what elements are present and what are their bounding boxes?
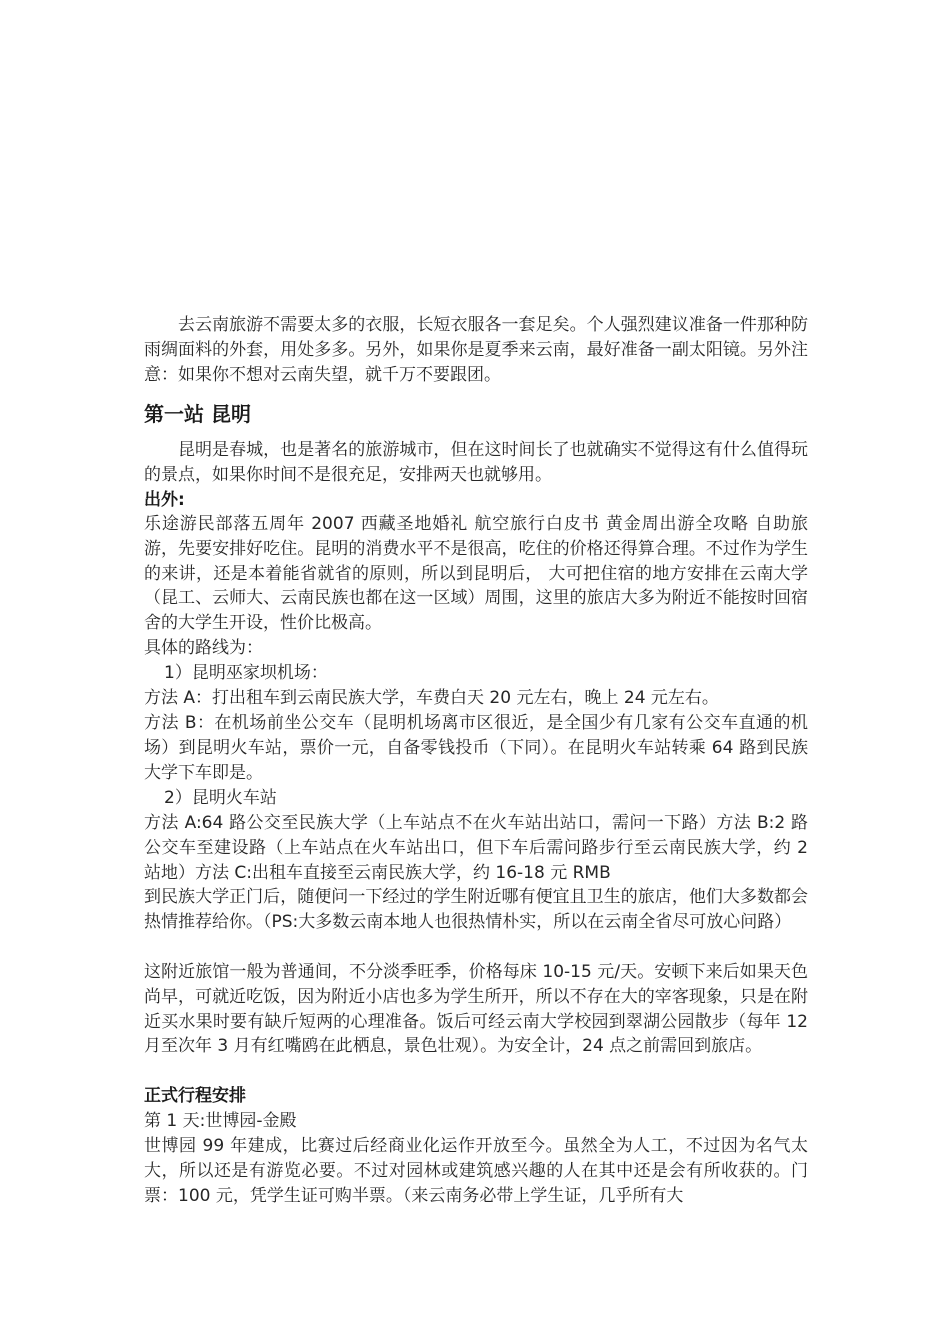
route2-title: 2）昆明火车站: [164, 788, 277, 808]
outing-paragraph: 乐途游民部落五周年 2007 西藏圣地婚礼 航空旅行白皮书 黄金周出游全攻略 自助旅游，先要安排好吃住。昆明的消费水平不是很高，吃住的价格还得算合理。不过作为学生的来讲，还是本着能省就省的原则，所以到昆明后， 大可把住宿的地方安排在云南大学（昆工、云师大、云南民族也都在这一区域）周围，这里的旅店大多为附近不能按时回宿舍的大学生开设，性价比极高。: [144, 514, 808, 634]
route2-methods: 方法 A:64 路公交至民族大学（上车站点不在火车站出站口，需问一下路）方法 B:2 路公交车至建设路（上车站点在火车站出口，但下车后需问路步行至云南民族大学，约 2 站地）方法 C:出租车直接至云南民族大学，约 16-18 元 RMB: [144, 813, 808, 883]
route1-method-a: 方法 A：打出租车到云南民族大学，车费白天 20 元左右，晚上 24 元左右。: [144, 688, 719, 708]
day1-title: 第 1 天:世博园-金殿: [144, 1111, 297, 1131]
arrival-paragraph: 到民族大学正门后，随便问一下经过的学生附近哪有便宜且卫生的旅店，他们大多数都会热情推荐给你。（PS:大多数云南本地人也很热情朴实，所以在云南全省尽可放心问路）: [144, 887, 808, 932]
kunming-intro-paragraph: 昆明是春城，也是著名的旅游城市，但在这时间长了也就确实不觉得这有什么值得玩的景点，如果你时间不是很充足，安排两天也就够用。: [144, 440, 808, 485]
route1-method-b: 方法 B：在机场前坐公交车（昆明机场离市区很近，是全国少有几家有公交车直通的机场）到昆明火车站，票价一元，自备零钱投币（下同）。在昆明火车站转乘 64 路到民族大学下车即是。: [144, 713, 808, 783]
section-heading: 第一站 昆明: [144, 402, 251, 426]
route-intro: 具体的路线为：: [144, 638, 263, 658]
outing-heading: 出外:: [144, 490, 185, 510]
day1-paragraph: 世博园 99 年建成，比赛过后经商业化运作开放至今。虽然全为人工，不过因为名气太大，所以还是有游览必要。不过对园林或建筑感兴趣的人在其中还是会有所收获的。门票：100 元，凭学生证可购半票。（来云南务必带上学生证，几乎所有大: [144, 1136, 808, 1206]
route1-title: 1）昆明巫家坝机场：: [164, 663, 328, 683]
hotel-paragraph: 这附近旅馆一般为普通间，不分淡季旺季，价格每床 10-15 元/天。安顿下来后如果天色尚早，可就近吃饭，因为附近小店也多为学生所开，所以不存在大的宰客现象，只是在附近买水果时要有缺斤短两的心理准备。饭后可经云南大学校园到翠湖公园散步（每年 12 月至次年 3 月有红嘴鸥在此栖息，景色壮观）。为安全计，24 点之前需回到旅店。: [144, 962, 808, 1057]
itinerary-heading: 正式行程安排: [144, 1086, 246, 1106]
intro-paragraph: 去云南旅游不需要太多的衣服，长短衣服各一套足矣。个人强烈建议准备一件那种防雨绸面料的外套，用处多多。另外，如果你是夏季来云南，最好准备一副太阳镜。另外注意：如果你不想对云南失望，就千万不要跟团。: [144, 315, 808, 385]
